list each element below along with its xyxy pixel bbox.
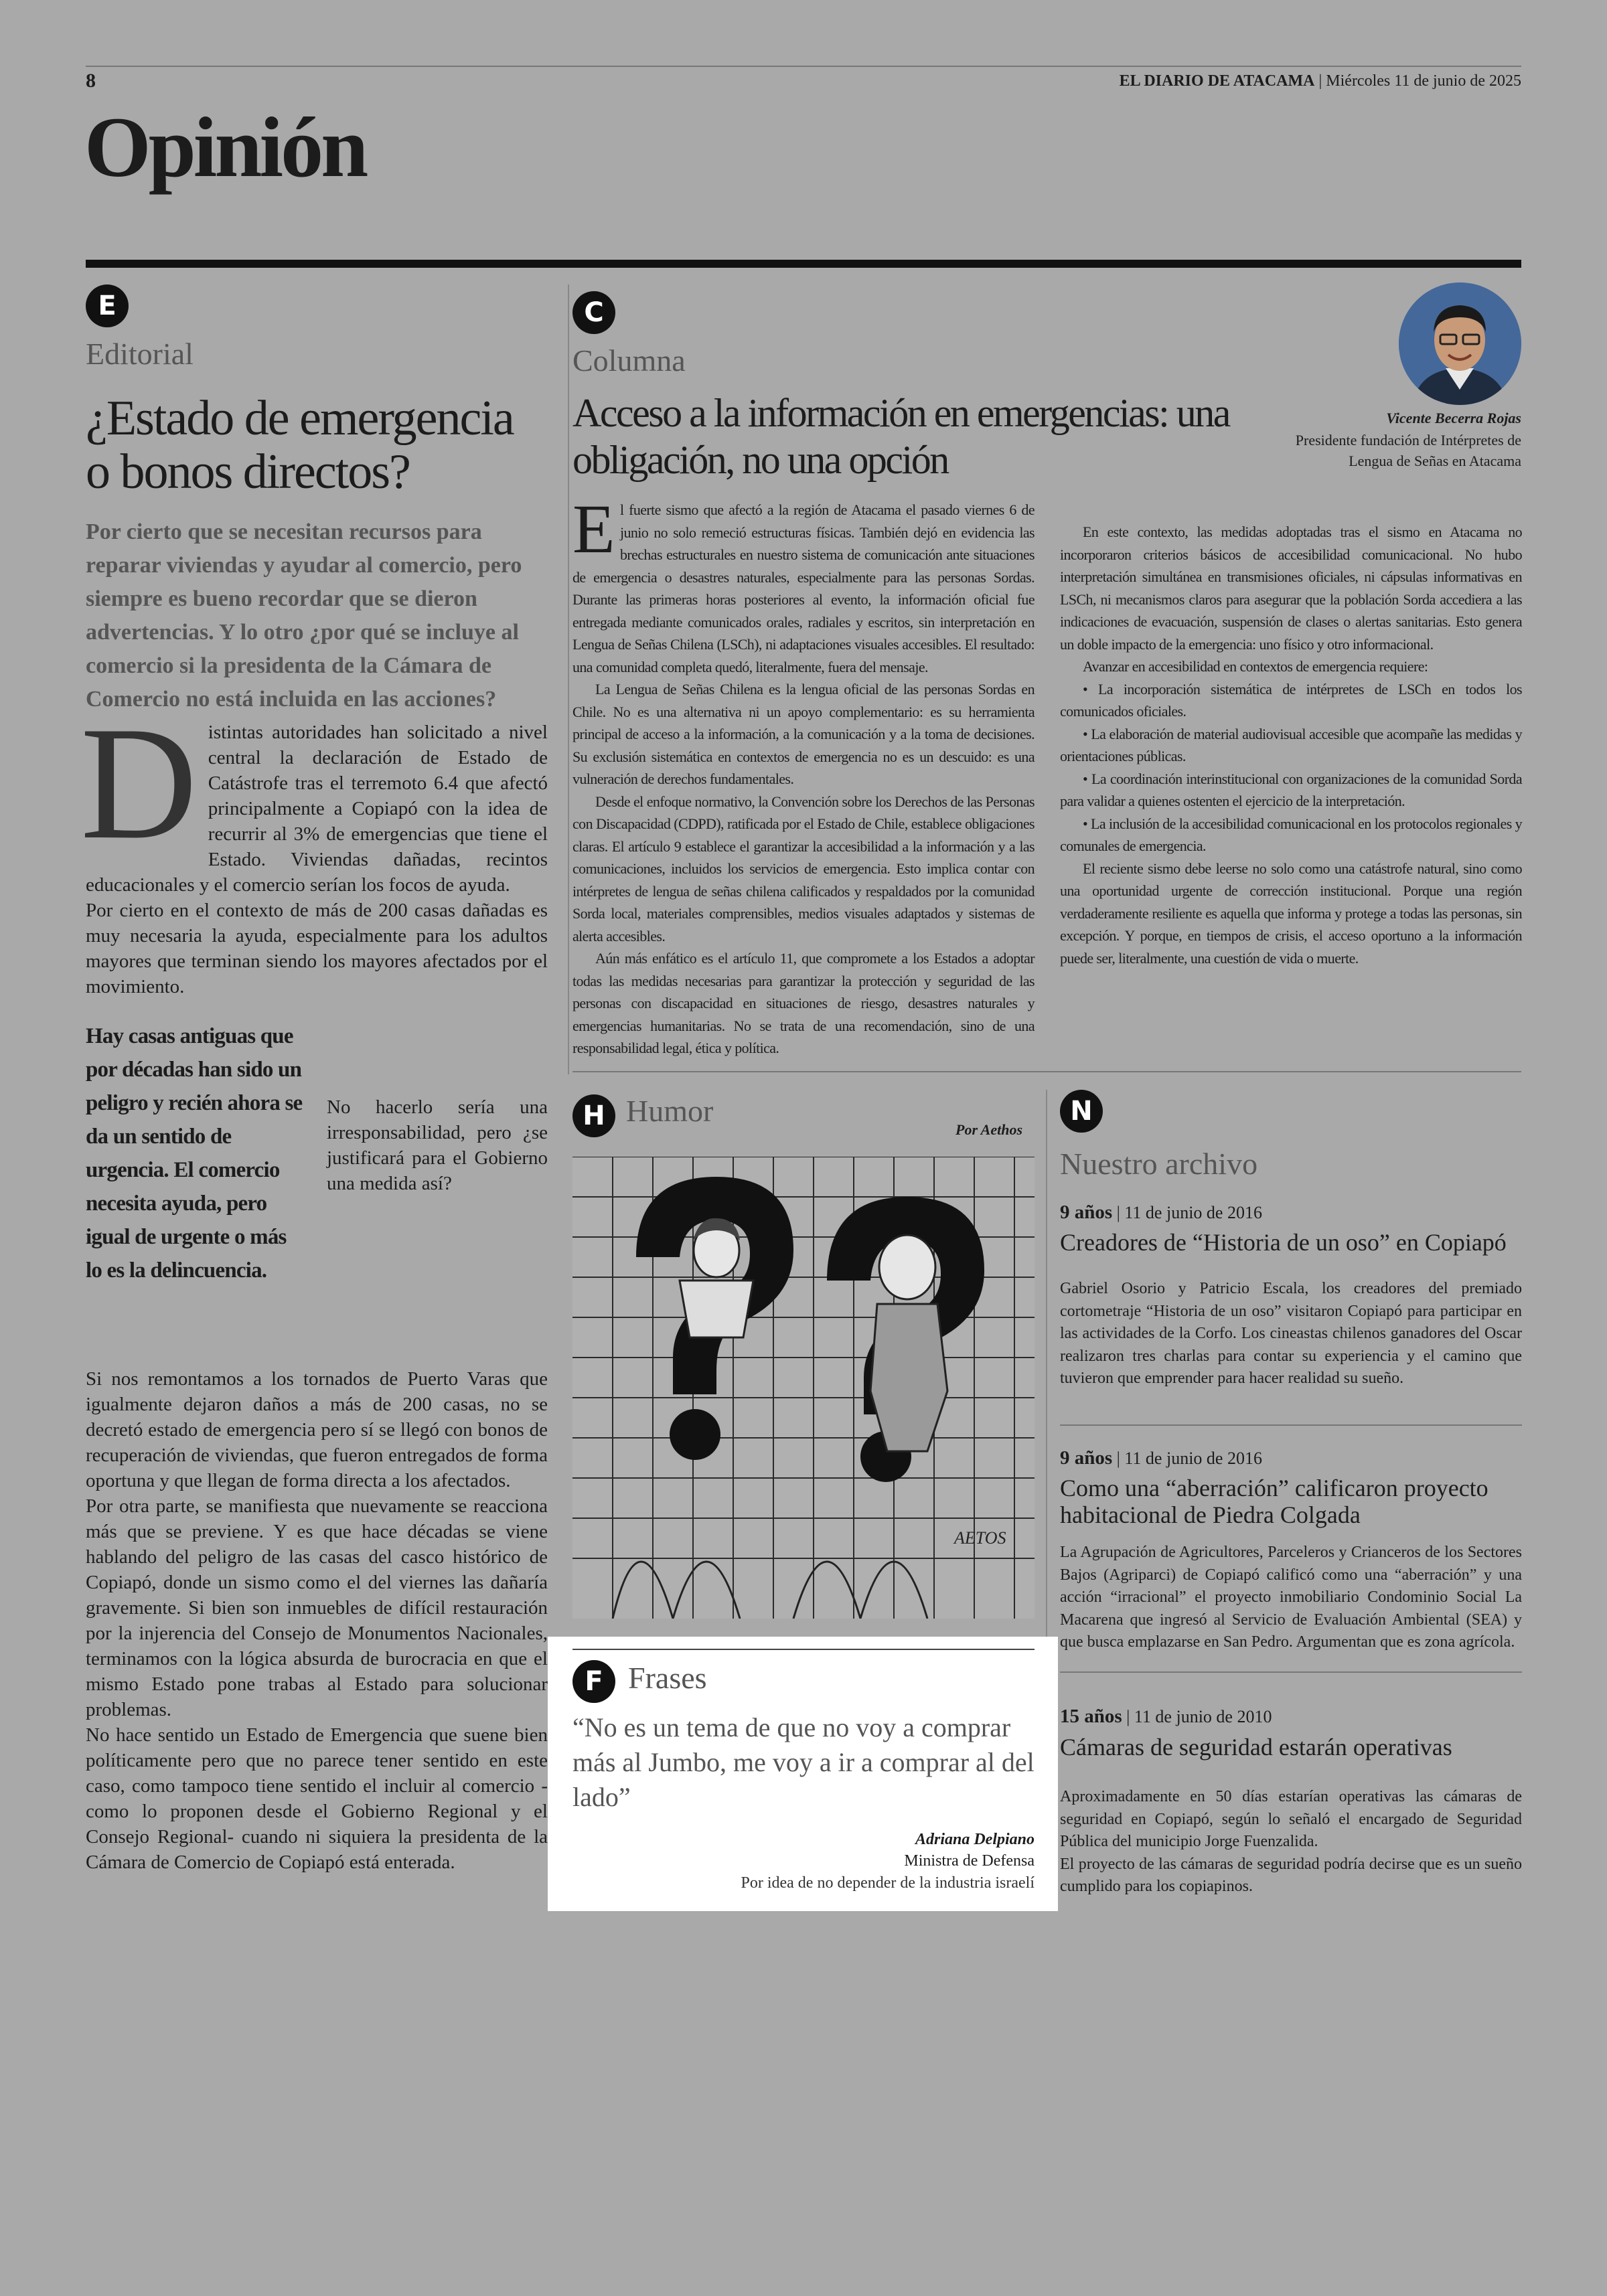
column-paragraph: • La inclusión de la accesibilidad comunicacional en los protocolos regionales y comunales de emergencia. — [1060, 815, 1522, 854]
archivo-item-title: Como una “aberración” calificaron proyecto habitacional de Piedra Colgada — [1060, 1475, 1488, 1528]
frases-quote: “No es un tema de que no voy a comprar más al Jumbo, me voy a ir a comprar al del lado” — [572, 1712, 1035, 1812]
column-paragraph: El reciente sismo debe leerse no solo como una catástrofe natural, sino como una oportunidad urgente de corrección institucional. Porque una región verdaderamente resiliente es aquella que informa y protege a todas las personas, sin excepción. Y porque, en tiempos de crisis, el acceso oportuno a la información puede ser, literalmente, una cuestión de vida o muerte. — [1060, 859, 1522, 967]
archivo-label: Nuestro archivo — [1060, 1147, 1258, 1181]
archivo-badge: N — [1060, 1090, 1103, 1133]
archivo-years: 15 años — [1060, 1706, 1122, 1727]
author-photo — [1399, 282, 1521, 405]
frases-top-rule — [572, 1649, 1035, 1650]
editorial-body-bottom — [86, 1366, 548, 1875]
archivo-years: 9 años — [1060, 1202, 1113, 1223]
section-title: Opinión — [84, 100, 366, 195]
column-paragraph: El fuerte sismo que afectó a la región de Atacama el pasado viernes 6 de junio no solo remeció estructuras físicas. También dejó en evidencia las brechas estructurales en nuestro sistema de comunicación ante situaciones de emergencia o desastres naturales, especialmente para las personas Sordas. Durante las primeras horas posteriores al evento, la información oficial fue entregada mediante comunicados orales, radiales y escritos, sin interpretación en Lengua de Señas Chilena (LSCh), ni adaptaciones visuales accesibles. El resultado: una comunidad completa quedó, literalmente, fuera del mensaje. — [572, 491, 1035, 675]
column-paragraph: Avanzar en accesibilidad en contextos de emergencia requiere: — [1083, 658, 1428, 675]
column-paragraph: La Lengua de Señas Chilena es la lengua oficial de las personas Sordas en Chile. No es una alternativa ni un apoyo complementario: es su herramienta principal de acceso a la información, a la comunicación y a la toma de decisiones. Su exclusión sistemática en contextos de emergencia no es un descuido: es una vulneración de derechos fundamentales. — [572, 681, 1035, 787]
cartoon — [572, 1157, 1035, 1619]
archivo-item-title: Cámaras de seguridad estarán operativas — [1060, 1734, 1452, 1760]
frases-note: Por idea de no depender de la industria israelí — [741, 1874, 1035, 1892]
archivo-item-body — [1060, 1786, 1522, 1898]
editorial-pull-quote: Hay casas antiguas que por décadas han sido un peligro y recién ahora se da un sentido de urgencia. El comercio necesita ayuda, pero igual de urgente o más lo es la delincuencia. — [86, 1024, 303, 1283]
archivo-rule — [1060, 1424, 1522, 1426]
column-bottom-rule — [572, 1071, 1521, 1072]
issue-date: Miércoles 11 de junio de 2025 — [1326, 72, 1521, 90]
editorial-badge: E — [86, 284, 129, 327]
column-badge: C — [572, 291, 615, 334]
column-title: Acceso a la información en emergencias: una obligación, no una opción — [572, 391, 1229, 482]
archivo-rule — [1060, 1671, 1522, 1673]
publication-name: EL DIARIO DE ATACAMA — [1119, 72, 1315, 90]
section-rule — [86, 260, 1521, 268]
editorial-lead: Por cierto que se necesitan recursos para reparar viviendas y ayudar al comercio, pero siempre es bueno recordar que se dieron advertencias. Y lo otro ¿por qué se incluye al comercio si la presidenta de la Cámara de Comercio no está incluida en las acciones? — [86, 519, 522, 712]
humor-credit: Por Aethos — [955, 1121, 1023, 1138]
column-paragraph: Desde el enfoque normativo, la Convención sobre los Derechos de las Personas con Discapacidad (CDPD), ratificada por el Estado de Chile, establece obligaciones claras. El artículo 9 establece el garantizar la accesibilidad a la información y a las comunicaciones, incluidos los servicios de emergencia. Esto implica contar con intérpretes de lengua de señas chilena calificados y respaldados por la comunidad Sorda local, materiales comprensibles, medios visuales adaptados y sistemas de alerta accesibles. — [572, 793, 1035, 945]
humor-badge: H — [572, 1094, 615, 1137]
archivo-date: 11 de junio de 2010 — [1134, 1707, 1272, 1726]
frases-role: Ministra de Defensa — [904, 1852, 1035, 1870]
top-rule — [86, 66, 1521, 67]
archivo-date: 11 de junio de 2016 — [1124, 1203, 1262, 1222]
column-dropcap: E — [572, 491, 615, 568]
column-label: Columna — [572, 343, 686, 378]
separator: | — [1318, 72, 1326, 90]
editorial-paragraph: Si nos remontamos a los tornados de Puerto Varas que igualmente dejaron daños a más de 200 casas, no se decretó estado de emergencia pero sí se llegó con bonos de recuperación de viviendas, que fueron entregados de forma oportuna y que llegan de forma directa a los afectados. — [86, 1368, 548, 1491]
archivo-item-body: Gabriel Osorio y Patricio Escala, los creadores del premiado cortometraje “Historia de un oso” visitaron Copiapó para participar en las actividades de la Corfo. Los cineastas chilenos ganadores del Oscar realizaron tres charlas para contar su experiencia y el camino que tuvieron que emprender para hacer realidad su sueño. — [1060, 1280, 1522, 1387]
editorial-dropcap: D — [80, 693, 198, 873]
editorial-title: ¿Estado de emergencia o bonos directos? — [86, 391, 514, 499]
cartoon-illustration-icon — [572, 1157, 1035, 1619]
column-paragraph: Aún más enfático es el artículo 11, que compromete a los Estados a adoptar todas las medidas necesarias para garantizar la protección y seguridad de las personas con discapacidad en situaciones de riesgo, desastres naturales y emergencias humanitarias. No se trata de una recomendación, sino de una responsabilidad legal, ética y política. — [572, 950, 1035, 1056]
editorial-label: Editorial — [86, 337, 194, 371]
column-paragraph: En este contexto, las medidas adoptadas tras el sismo en Atacama no incorporaron criterios básicos de accesibilidad comunicacional. No hubo interpretación simultánea en transmisiones oficiales, ni cápsulas informativas en LSCh, ni mecanismos claros para asegurar que la población Sorda accediera a las indicaciones de evacuación, suspensión de clases o alertas sanitarias. Esto genera un doble impacto de la emergencia: uno físico y otro informacional. — [1060, 523, 1522, 653]
archivo-years: 9 años — [1060, 1447, 1113, 1469]
author-name: Vicente Becerra Rojas — [1386, 410, 1521, 426]
frases-label: Frases — [628, 1661, 707, 1695]
archivo-paragraph: Aproximadamente en 50 días estarían operativas las cámaras de seguridad en Copiapó, según lo señaló el encargado de Seguridad Pública del municipio Jorge Fuenzalida. — [1060, 1788, 1522, 1850]
editorial-paragraph: No hacerlo sería una irresponsabilidad, pero ¿se justificará para el Gobierno una medida así? — [327, 1096, 548, 1194]
editorial-body-narrow — [327, 1094, 548, 1196]
column-paragraph: • La coordinación interinstitucional con organizaciones de la comunidad Sorda para validar a quienes ostenten el ejercicio de la interpretación. — [1060, 770, 1522, 809]
humor-label: Humor — [626, 1094, 714, 1128]
page-number: 8 — [86, 70, 96, 92]
separator: | — [1116, 1449, 1125, 1468]
editorial-paragraph: No hace sentido un Estado de Emergencia que suene bien políticamente pero que no parece tener sentido en este caso, como tampoco tiene sentido el incluir al comercio -como lo proponen desde el Gobierno Regional y el Consejo Regional- cuando ni siquiera la presidenta de la Cámara de Comercio de Copiapó está enterada. — [86, 1724, 548, 1873]
archivo-item-body: La Agrupación de Agricultores, Parceleros y Crianceros de los Sectores Bajos (Agriparci) de Copiapó calificó como una “aberración” y una acción “irracional” el proyecto inmobiliario Condominio Social La Macarena que ingresó al Servicio de Evaluación Ambiental (SEA) y que busca emplazarse en San Pedro. Argumentan que es zona agrícola. — [1060, 1544, 1522, 1651]
cartoon-signature: AETOS — [954, 1528, 1006, 1548]
separator: | — [1116, 1203, 1125, 1222]
archivo-item-title: Creadores de “Historia de un oso” en Copiapó — [1060, 1229, 1507, 1256]
frases-author: Adriana Delpiano — [915, 1831, 1035, 1848]
publication-line — [1120, 72, 1521, 90]
editorial-paragraph: Por cierto en el contexto de más de 200 casas dañadas es muy necesaria la ayuda, especialmente para los adultos mayores que terminan siendo los mayores afectados por el movimiento. — [86, 900, 548, 997]
column-divider — [568, 284, 569, 1074]
archivo-item-meta — [1060, 1706, 1272, 1728]
editorial-paragraph: istintas autoridades han solicitado a nivel central la declaración de Estado de Catástrofe tras el terremoto 6.4 que afectó principalmente a Copiapó con la idea de recurrir al 3% de emergencias que tiene el Estado. Viviendas dañadas, recintos educacionales y el comercio serían los focos de ayuda. — [86, 722, 548, 896]
author-role: Presidente fundación de Intérpretes de Lengua de Señas en Atacama — [1295, 432, 1521, 469]
archivo-item-meta — [1060, 1447, 1262, 1469]
column-paragraph: • La incorporación sistemática de intérpretes de LSCh en todos los comunicados oficiales. — [1060, 680, 1522, 720]
archivo-paragraph: El proyecto de las cámaras de seguridad podría decirse que es un sueño cumplido para los copiapinos. — [1060, 1855, 1522, 1895]
archivo-date: 11 de junio de 2016 — [1124, 1449, 1262, 1468]
archivo-item-meta — [1060, 1202, 1262, 1224]
editorial-body-top — [80, 693, 548, 999]
editorial-paragraph: Por otra parte, se manifiesta que nuevamente se reacciona más que se previene. Y es que hace décadas se viene hablando del peligro de las casas del casco histórico de Copiapó, donde un sismo como el del viernes las dañaría gravemente. Si bien son inmuebles de difícil restauración por la injerencia del Consejo de Monumentos Nacionales, terminamos con la lógica absurda de burocracia en que el mismo Estado pone trabas al Estado para solucionar problemas. — [86, 1495, 548, 1720]
column-paragraph: • La elaboración de material audiovisual accesible que acompañe las medidas y orientaciones públicas. — [1060, 725, 1522, 764]
frases-box — [548, 1637, 1058, 1911]
separator: | — [1126, 1707, 1134, 1726]
column-body-left — [572, 491, 1035, 1060]
frases-badge: F — [572, 1660, 615, 1703]
author-portrait-icon — [1399, 282, 1521, 405]
column-body-right — [1060, 521, 1522, 969]
